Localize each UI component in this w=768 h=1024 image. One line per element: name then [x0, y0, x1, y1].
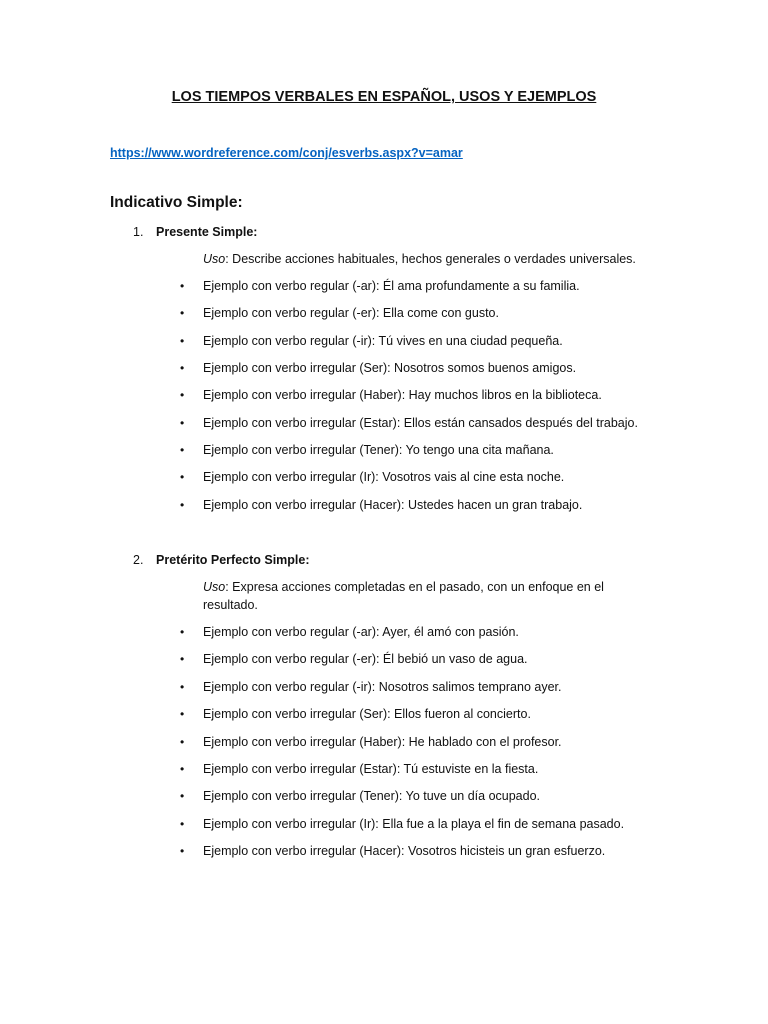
bullet-icon: •: [180, 279, 185, 293]
example-text: Ejemplo con verbo regular (-ar): Él ama profundamente a su familia.: [203, 279, 580, 293]
example-text: Ejemplo con verbo irregular (Ser): Nosotros somos buenos amigos.: [203, 361, 577, 375]
document-title: LOS TIEMPOS VERBALES EN ESPAÑOL, USOS Y EJEMPLOS: [171, 89, 597, 105]
bullet-icon: •: [180, 817, 185, 831]
uso-text: : Expresa acciones completadas en el pasado, con un enfoque en el resultado.: [203, 580, 604, 612]
wordreference-link[interactable]: https://www.wordreference.com/conj/esverbs.aspx?v=amar: [110, 146, 463, 160]
bullet-icon: •: [180, 735, 185, 749]
bullet-icon: •: [180, 707, 185, 721]
example-text: Ejemplo con verbo irregular (Tener): Yo tengo una cita mañana.: [203, 443, 554, 457]
bullet-icon: •: [180, 443, 185, 457]
example-text: Ejemplo con verbo irregular (Estar): Tú estuviste en la fiesta.: [203, 762, 539, 776]
example-text: Ejemplo con verbo irregular (Hacer): Vosotros hicisteis un gran esfuerzo.: [203, 844, 606, 858]
example-text: Ejemplo con verbo regular (-er): Ella come con gusto.: [203, 306, 499, 320]
example-text: Ejemplo con verbo irregular (Tener): Yo tuve un día ocupado.: [203, 789, 541, 803]
uso-label: Uso: [203, 252, 226, 266]
list-number: 2.: [133, 553, 144, 567]
bullet-icon: •: [180, 789, 185, 803]
list-item-title: Presente Simple:: [156, 225, 258, 239]
example-text: Ejemplo con verbo irregular (Ir): Vosotros vais al cine esta noche.: [203, 470, 565, 484]
example-text: Ejemplo con verbo irregular (Haber): He hablado con el profesor.: [203, 735, 562, 749]
bullet-icon: •: [180, 416, 185, 430]
uso-text: : Describe acciones habituales, hechos generales o verdades universales.: [225, 252, 636, 266]
section-heading: Indicativo Simple:: [110, 194, 243, 211]
example-text: Ejemplo con verbo regular (-ir): Nosotros salimos temprano ayer.: [203, 680, 562, 694]
bullet-icon: •: [180, 680, 185, 694]
example-text: Ejemplo con verbo regular (-ir): Tú vives en una ciudad pequeña.: [203, 334, 563, 348]
bullet-icon: •: [180, 470, 185, 484]
example-text: Ejemplo con verbo irregular (Ir): Ella fue a la playa el fin de semana pasado.: [203, 817, 625, 831]
bullet-icon: •: [180, 361, 185, 375]
example-text: Ejemplo con verbo regular (-ar): Ayer, él amó con pasión.: [203, 625, 519, 639]
uso-label: Uso: [203, 580, 226, 594]
list-item-title: Pretérito Perfecto Simple:: [156, 553, 310, 567]
example-text: Ejemplo con verbo regular (-er): Él bebió un vaso de agua.: [203, 652, 528, 666]
example-text: Ejemplo con verbo irregular (Hacer): Ustedes hacen un gran trabajo.: [203, 498, 583, 512]
example-text: Ejemplo con verbo irregular (Haber): Hay muchos libros en la biblioteca.: [203, 388, 602, 402]
bullet-icon: •: [180, 388, 185, 402]
example-text: Ejemplo con verbo irregular (Ser): Ellos fueron al concierto.: [203, 707, 531, 721]
bullet-icon: •: [180, 498, 185, 512]
example-text: Ejemplo con verbo irregular (Estar): Ellos están cansados después del trabajo.: [203, 416, 638, 430]
uso-description: [203, 578, 643, 614]
bullet-icon: •: [180, 625, 185, 639]
bullet-icon: •: [180, 334, 185, 348]
bullet-icon: •: [180, 762, 185, 776]
uso-description: [203, 250, 643, 268]
bullet-icon: •: [180, 306, 185, 320]
bullet-icon: •: [180, 844, 185, 858]
bullet-icon: •: [180, 652, 185, 666]
list-number: 1.: [133, 225, 144, 239]
